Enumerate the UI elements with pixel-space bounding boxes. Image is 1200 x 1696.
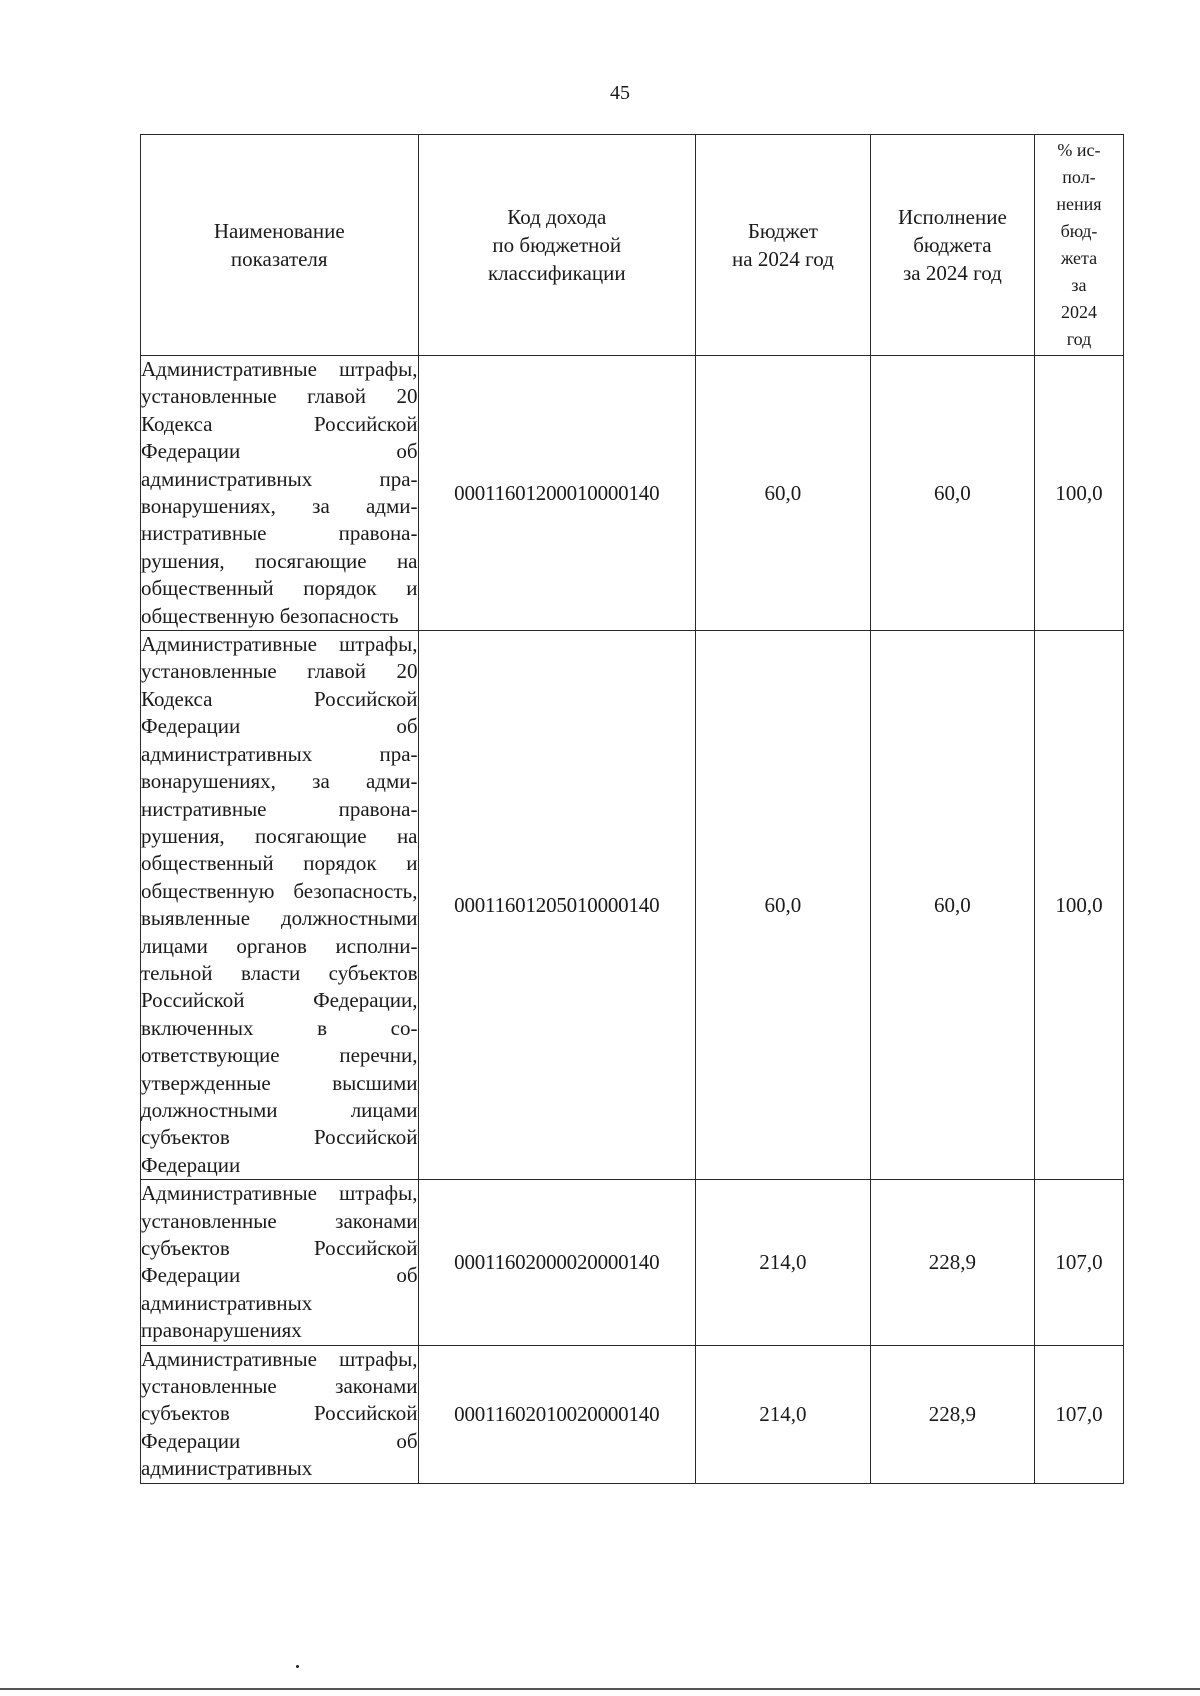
scan-speck [296, 1665, 299, 1668]
header-percent-line: 2024 [1060, 302, 1097, 322]
header-code-line: Код дохода [507, 205, 607, 229]
scan-edge-line [0, 1688, 1200, 1690]
row-code: 00011602000020000140 [418, 1180, 696, 1345]
row-execution: 228,9 [870, 1345, 1034, 1483]
row-code: 00011602010020000140 [418, 1345, 696, 1483]
header-percent-line: % ис- [1057, 140, 1101, 160]
table-row [141, 1345, 1124, 1483]
row-execution: 60,0 [870, 356, 1034, 631]
header-name-line: показателя [230, 247, 328, 271]
row-execution: 228,9 [870, 1180, 1034, 1345]
table-body [141, 356, 1124, 1484]
row-name: Административные штрафы, установленные главой 20 Кодекса Российской Федерации об административных правонарушениях, за административные правонарушения, посягающие на общественный порядок и общественную безопасность [141, 356, 419, 631]
header-budget-line: Бюджет [747, 219, 818, 243]
header-percent-line: пол- [1062, 167, 1096, 187]
row-budget: 60,0 [696, 356, 871, 631]
row-execution: 60,0 [870, 631, 1034, 1180]
header-code-line: классификации [487, 261, 626, 285]
header-row [141, 135, 1124, 356]
row-code: 00011601205010000140 [418, 631, 696, 1180]
row-percent: 100,0 [1034, 631, 1123, 1180]
table-header [141, 135, 1124, 356]
table-row [141, 631, 1124, 1180]
row-code: 00011601200010000140 [418, 356, 696, 631]
header-execution [870, 135, 1034, 356]
row-percent: 100,0 [1034, 356, 1123, 631]
table-row [141, 1180, 1124, 1345]
row-percent: 107,0 [1034, 1345, 1123, 1483]
header-percent-line: бюд- [1060, 221, 1098, 241]
header-budget-line: на 2024 год [732, 247, 834, 271]
row-name: Административные штрафы, установленные законами субъектов Российской Федерации об административных правонарушениях [141, 1180, 419, 1345]
header-name-line: Наименование [213, 219, 345, 243]
header-percent-line: нения [1056, 194, 1102, 214]
header-execution-line: Исполнение [897, 205, 1007, 229]
row-name: Административные штрафы, установленные законами субъектов Российской Федерации об административных [141, 1345, 419, 1483]
header-code-line: по бюджетной [492, 233, 622, 257]
row-name: Административные штрафы, установленные главой 20 Кодекса Российской Федерации об административных правонарушениях, за административные правонарушения, посягающие на общественный порядок и общественную безопасность, выявленные должностными лицами органов исполнительной власти субъектов Российской Федерации, включенных в соответствующие перечни, утвержденные высшими должностными лицами субъектов Российской Федерации [141, 631, 419, 1180]
row-percent: 107,0 [1034, 1180, 1123, 1345]
row-budget: 214,0 [696, 1180, 871, 1345]
header-percent-line: жета [1060, 248, 1098, 268]
row-budget: 60,0 [696, 631, 871, 1180]
header-name [141, 135, 419, 356]
header-percent-line: год [1066, 329, 1092, 349]
page-number: 45 [610, 82, 630, 104]
row-budget: 214,0 [696, 1345, 871, 1483]
header-budget [696, 135, 871, 356]
header-percent-line: за [1071, 275, 1087, 295]
header-execution-line: бюджета [913, 233, 992, 257]
table-row [141, 356, 1124, 631]
header-percent [1034, 135, 1123, 356]
header-execution-line: за 2024 год [902, 261, 1002, 285]
header-code [418, 135, 696, 356]
budget-table [140, 134, 1124, 1484]
